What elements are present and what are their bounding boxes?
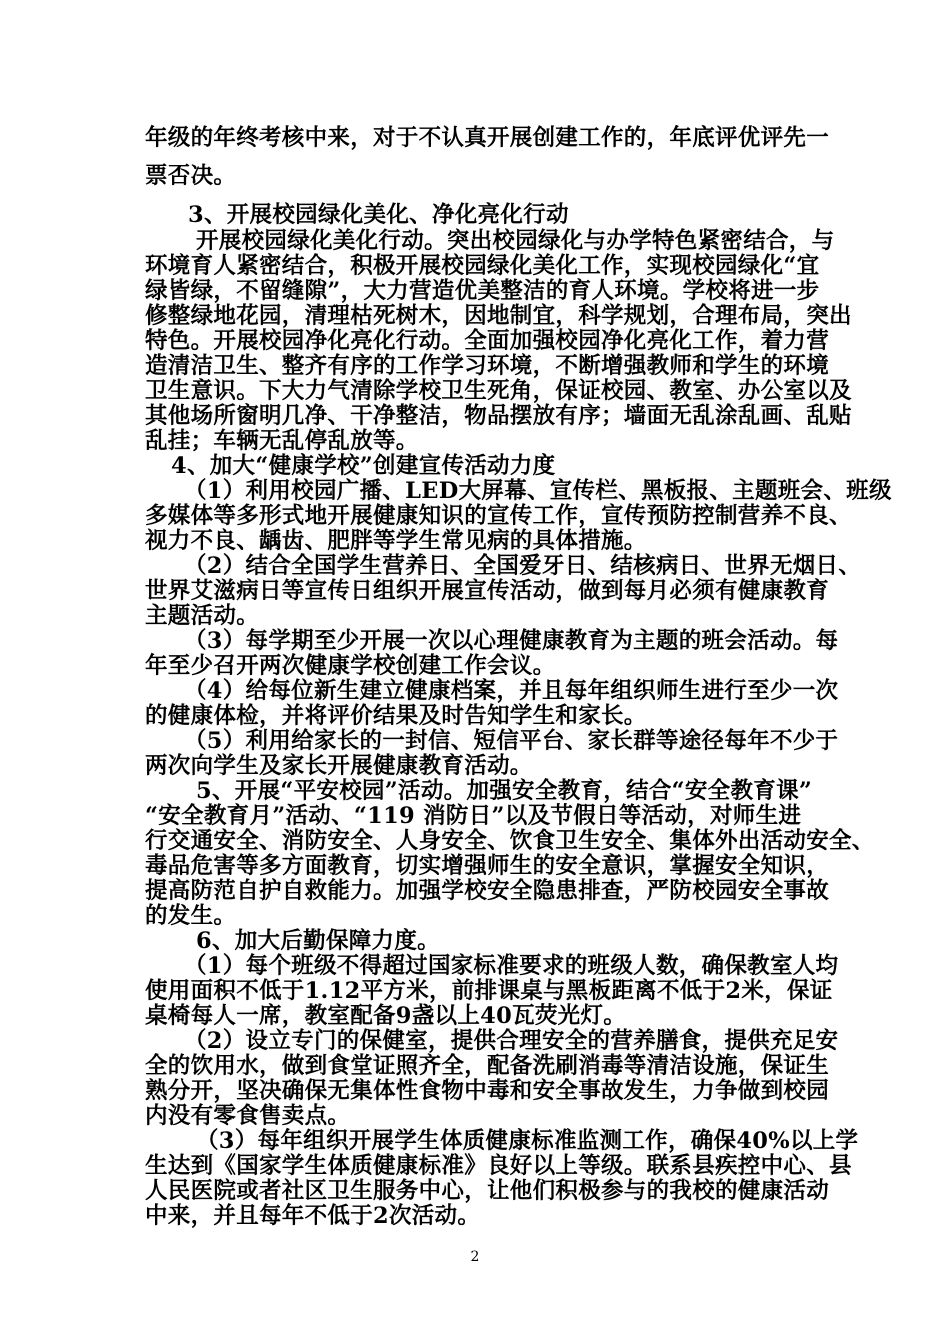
text-line: 提高防范自护自救能力。加强学校安全隐患排查，严防校园安全事故	[145, 878, 830, 904]
text-line: （1）每个班级不得超过国家标准要求的班级人数，确保教室人均	[184, 953, 839, 979]
text-line: 两次向学生及家长开展健康教育活动。	[145, 753, 533, 779]
text-line: 票否决。	[145, 163, 237, 189]
text-line: 使用面积不低于1.12平方米，前排课桌与黑板距离不低于2米，保证	[145, 978, 833, 1004]
text-line: 造清洁卫生、整齐有序的工作学习环境，不断增强教师和学生的环境	[145, 353, 830, 379]
text-line: 环境育人紧密结合，积极开展校园绿化美化工作，实现校园绿化“宜	[145, 253, 820, 279]
text-line: 多媒体等多形式地开展健康知识的宣传工作，宣传预防控制营养不良、	[145, 503, 852, 529]
page-number: 2	[470, 1249, 480, 1265]
text-line: 乱挂；车辆无乱停乱放等。	[145, 428, 419, 454]
text-line: 其他场所窗明几净、干净整洁，物品摆放有序；墙面无乱涂乱画、乱贴	[145, 403, 852, 429]
text-line: 修整绿地花园，清理枯死树木，因地制宜，科学规划，合理布局，突出	[145, 303, 852, 329]
text-line: 内没有零食售卖点。	[145, 1103, 351, 1129]
text-line: 年级的年终考核中来，对于不认真开展创建工作的，年底评优评先一	[145, 125, 830, 151]
text-line: （3）每年组织开展学生体质健康标准监测工作，确保40%以上学	[196, 1128, 859, 1154]
text-line: 熟分开，坚决确保无集体性食物中毒和安全事故发生，力争做到校园	[145, 1078, 830, 1104]
text-line: （3）每学期至少开展一次以心理健康教育为主题的班会活动。每	[184, 628, 839, 654]
text-line: （4）给每位新生建立健康档案，并且每年组织师生进行至少一次	[184, 678, 839, 704]
text-line: 开展校园绿化美化行动。突出校园绿化与办学特色紧密结合，与	[196, 228, 835, 254]
text-line: 主题活动。	[145, 603, 260, 629]
text-line: 视力不良、龋齿、肥胖等学生常见病的具体措施。	[145, 528, 647, 554]
text-line: 中来，并且每年不低于2次活动。	[145, 1203, 481, 1229]
text-line: 人民医院或者社区卫生服务中心，让他们积极参与的我校的健康活动	[145, 1178, 830, 1204]
text-line: 桌椅每人一席，教室配备9盏以上40瓦荧光灯。	[145, 1003, 627, 1029]
text-line: （2）设立专门的保健室，提供合理安全的营养膳食，提供充足安	[184, 1028, 839, 1054]
text-line: 生达到《国家学生体质健康标准》良好以上等级。联系县疾控中心、县	[145, 1153, 852, 1179]
text-line: 特色。开展校园净化亮化行动。全面加强校园净化亮化工作，着力营	[145, 328, 830, 354]
text-line: （1）利用校园广播、LED大屏幕、宣传栏、黑板报、主题班会、班级	[184, 478, 892, 504]
text-line: 的健康体检，并将评价结果及时告知学生和家长。	[145, 703, 647, 729]
text-line: 绿皆绿，不留缝隙”，大力营造优美整洁的育人环境。学校将进一步	[145, 278, 820, 304]
section-heading: 5、开展“平安校园”活动。加强安全教育，结合“安全教育课”	[196, 778, 813, 804]
text-line: 卫生意识。下大力气清除学校卫生死角，保证校园、教室、办公室以及	[145, 378, 852, 404]
section-heading: 4、加大“健康学校”创建宣传活动力度	[171, 453, 556, 479]
text-line: 行交通安全、消防安全、人身安全、饮食卫生安全、集体外出活动安全、	[145, 828, 875, 854]
text-line: 毒品危害等多方面教育，切实增强师生的安全意识，掌握安全知识，	[145, 853, 830, 879]
text-line: 全的饮用水，做到食堂证照齐全，配备洗刷消毒等清洁设施，保证生	[145, 1053, 830, 1079]
text-line: （2）结合全国学生营养日、全国爱牙日、结核病日、世界无烟日、	[184, 553, 862, 579]
text-line: 的发生。	[145, 903, 237, 929]
text-line: “安全教育月”活动、“119 消防日”以及节假日等活动，对师生进	[145, 803, 802, 829]
text-line: 世界艾滋病日等宣传日组织开展宣传活动，做到每月必须有健康教育	[145, 578, 830, 604]
section-heading: 6、加大后勤保障力度。	[196, 928, 440, 954]
text-line: （5）利用给家长的一封信、短信平台、家长群等途径每年不少于	[184, 728, 839, 754]
text-line: 年至少召开两次健康学校创建工作会议。	[145, 653, 556, 679]
section-heading: 3、开展校园绿化美化、净化亮化行动	[188, 202, 569, 228]
